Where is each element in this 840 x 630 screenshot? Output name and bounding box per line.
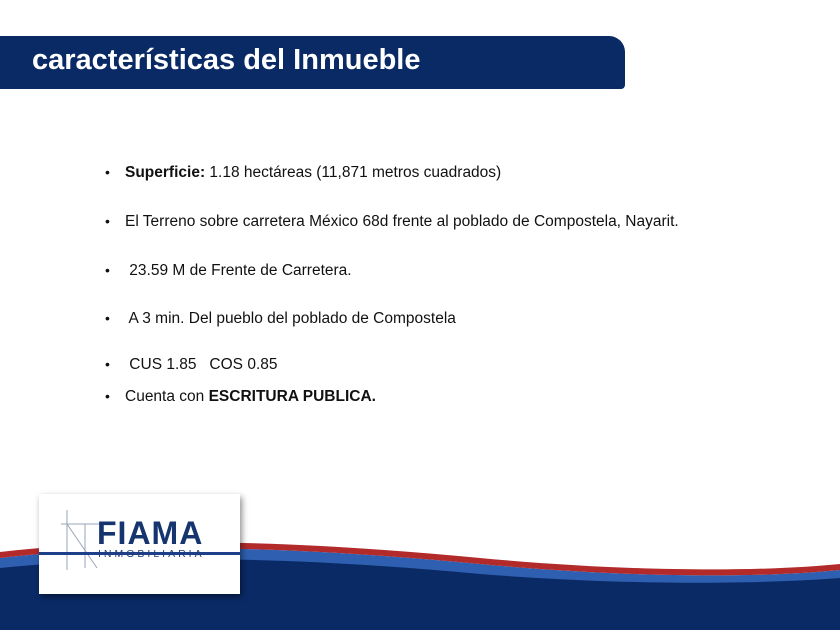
- bullet-dot: •: [105, 164, 110, 180]
- bullet-terreno: [105, 211, 679, 232]
- bullet-dot: •: [105, 388, 110, 404]
- bullet-dot: •: [105, 262, 110, 278]
- logo-mark-icon: [61, 510, 101, 570]
- bullet-cus-cos: [105, 354, 278, 375]
- bullet-emphasis: ESCRITURA PUBLICA.: [208, 388, 376, 405]
- bullet-text: A 3 min. Del pueblo del poblado de Compostela: [125, 310, 456, 327]
- bullet-text: 23.59 M de Frente de Carretera.: [125, 262, 352, 279]
- bullet-escritura: [105, 386, 376, 407]
- title-bar: [0, 36, 625, 89]
- bullet-distancia: [105, 308, 456, 329]
- bullet-superficie: [105, 162, 501, 183]
- slide-title: características del Inmueble: [32, 44, 421, 76]
- bullet-dot: •: [105, 356, 110, 372]
- logo-box: [39, 494, 240, 594]
- bullet-dot: •: [105, 310, 110, 326]
- bullet-text: El Terreno sobre carretera México 68d frente al poblado de Compostela, Nayarit.: [125, 213, 679, 230]
- logo-subtitle: INMOBILIARIA: [98, 548, 205, 560]
- logo-name: FIAMA: [97, 515, 204, 551]
- bullet-label: Superficie:: [125, 164, 206, 181]
- bullet-frente: [105, 260, 352, 281]
- bullet-text: 1.18 hectáreas (11,871 metros cuadrados): [205, 164, 502, 181]
- bullet-text: Cuenta con: [125, 388, 209, 405]
- bullet-dot: •: [105, 213, 110, 229]
- bullet-text: CUS 1.85 COS 0.85: [125, 356, 278, 373]
